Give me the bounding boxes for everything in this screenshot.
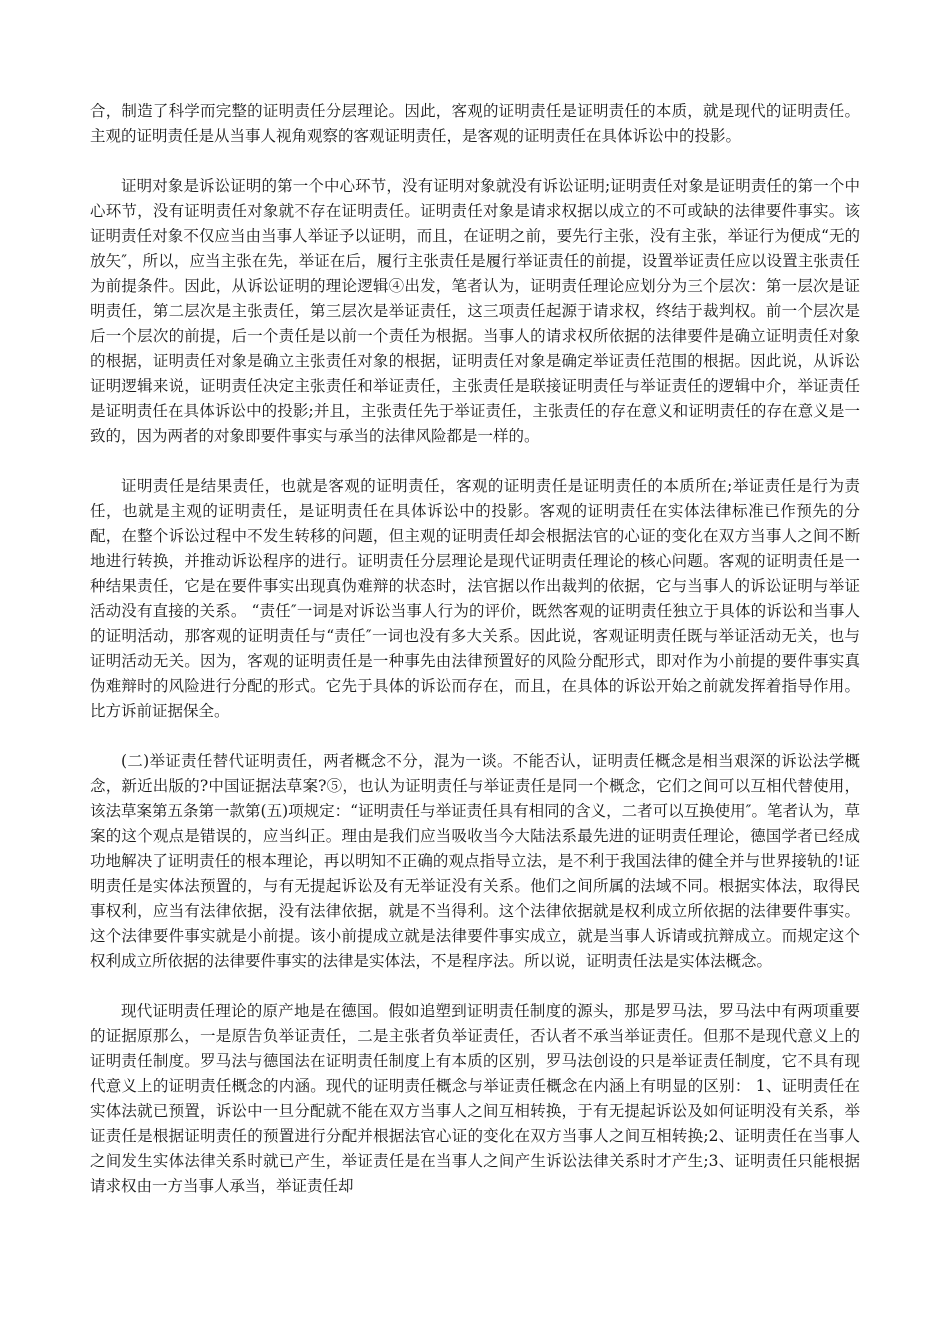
paragraph-continuation: 合，制造了科学而完整的证明责任分层理论。因此，客观的证明责任是证明责任的本质，就是现代的证明责任。主观的证明责任是从当事人视角观察的客观证明责任，是客观的证明责任在具体诉讼中的投影。 (90, 102, 860, 145)
paragraph-burden-substitution: (二)举证责任替代证明责任，两者概念不分，混为一谈。不能否认，证明责任概念是相当艰深的诉讼法学概念，新近出版的?中国证据法草案?⑤，也认为证明责任与举证责任是同一个概念，它们之间可以互相代替使用，该法草案第五条第一款第(五)项规定：“证明责任与举证责任具有相同的含义，二者可以互换使用″。笔者认为，草案的这个观点是错误的，应当纠正。理由是我们应当吸收当今大陆法系最先进的证明责任理论，德国学者已经成功地解决了证明责任的根本理论，再以明知不正确的观点指导立法，是不利于我国法律的健全并与世界接轨的!证明责任是实体法预置的，与有无提起诉讼及有无举证没有关系。他们之间所属的法域不同。根据实体法，取得民事权利，应当有法律依据，没有法律依据，就是不当得利。这个法律依据就是权利成立所依据的法律要件事实。这个法律要件事实就是小前提。该小前提成立就是法律要件事实成立，就是当事人诉请或抗辩成立。而规定这个权利成立所依据的法律要件事实的法律是实体法，不是程序法。所以说，证明责任法是实体法概念。 (90, 752, 860, 970)
paragraph-result-responsibility: 证明责任是结果责任，也就是客观的证明责任，客观的证明责任是证明责任的本质所在;举证责任是行为责任，也就是主观的证明责任，是证明责任在具体诉讼中的投影。客观的证明责任在实体法律标准已作预先的分配，在整个诉讼过程中不发生转移的问题，但主观的证明责任却会根据法官的心证的变化在双方当事人之间不断地进行转换，并推动诉讼程序的进行。证明责任分层理论是现代证明责任理论的核心问题。客观的证明责任是一种结果责任，它是在要件事实出现真伪难辩的状态时，法官据以作出裁判的依据，它与当事人的诉讼证明与举证活动没有直接的关系。 “责任″一词是对诉讼当事人行为的评价，既然客观的证明责任独立于具体的诉讼和当事人的证明活动，那客观的证明责任与“责任″一词也没有多大关系。因此说，客观证明责任既与举证活动无关，也与证明活动无关。因为，客观的证明责任是一种事先由法律预置好的风险分配形式，即对作为小前提的要件事实真伪难辩时的风险进行分配的形式。它先于具体的诉讼而存在，而且，在具体的诉讼开始之前就发挥着指导作用。比方诉前证据保全。 (90, 477, 860, 720)
paragraph-proof-object: 证明对象是诉讼证明的第一个中心环节，没有证明对象就没有诉讼证明;证明责任对象是证明责任的第一个中心环节，没有证明责任对象就不存在证明责任。证明责任对象是请求权据以成立的不可或缺的法律要件事实。该证明责任对象不仅应当由当事人举证予以证明，而且，在证明之前，要先行主张，没有主张，举证行为便成“无的放矢″，所以，应当主张在先，举证在后，履行主张责任是履行举证责任的前提，设置举证责任应以设置主张责任为前提条件。因此，从诉讼证明的理论逻辑④出发，笔者认为，证明责任理论应划分为三个层次：第一层次是证明责任，第二层次是主张责任，第三层次是举证责任，这三项责任起源于请求权，终结于裁判权。前一个层次是后一个层次的前提，后一个责任是以前一个责任为根据。当事人的请求权所依据的法律要件是确立证明责任对象的根据，证明责任对象是确立主张责任对象的根据，证明责任对象是确定举证责任范围的根据。因此说，从诉讼证明逻辑来说，证明责任决定主张责任和举证责任，主张责任是联接证明责任与举证责任的逻辑中介，举证责任是证明责任在具体诉讼中的投影;并且，主张责任先于举证责任，主张责任的存在意义和证明责任的存在意义是一致的，因为两者的对象即要件事实与承当的法律风险都是一样的。 (90, 177, 860, 445)
paragraph-german-origin: 现代证明责任理论的原产地是在德国。假如追塑到证明责任制度的源头，那是罗马法，罗马法中有两项重要的证据原那么，一是原告负举证责任，二是主张者负举证责任，否认者不承当举证责任。但那不是现代意义上的证明责任制度。罗马法与德国法在证明责任制度上有本质的区别，罗马法创设的只是举证责任制度，它不具有现代意义上的证明责任概念的内涵。现代的证明责任概念与举证责任概念在内涵上有明显的区别： 1、证明责任在实体法就已预置，诉讼中一旦分配就不能在双方当事人之间互相转换，于有无提起诉讼及如何证明没有关系，举证责任是根据证明责任的预置进行分配并根据法官心证的变化在双方当事人之间互相转换;2、证明责任在当事人之间发生实体法律关系时就已产生，举证责任是在当事人之间产生诉讼法律关系时才产生;3、证明责任只能根据请求权由一方当事人承当，举证责任却 (90, 1002, 860, 1195)
document-body (90, 99, 860, 1224)
